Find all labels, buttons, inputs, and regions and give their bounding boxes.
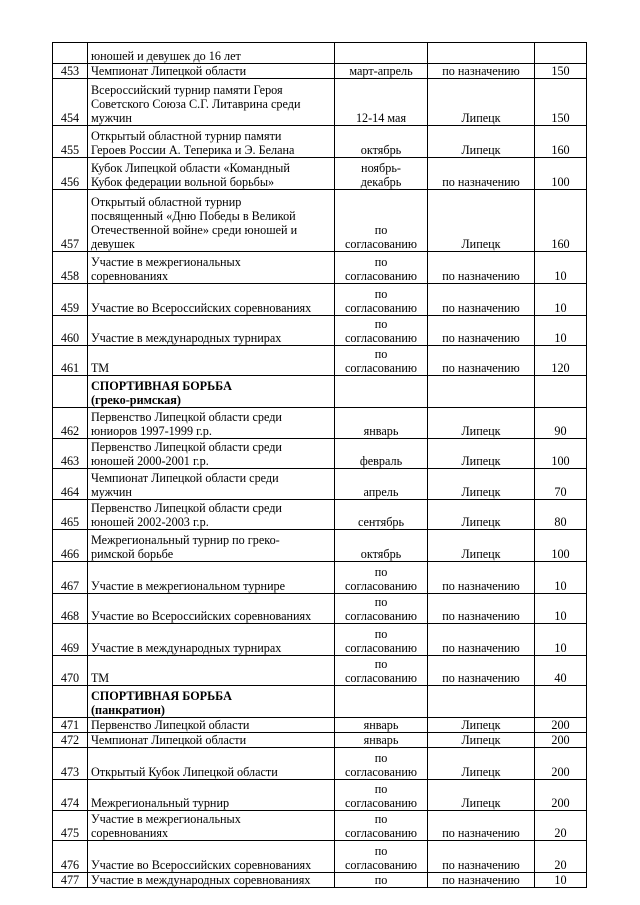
participants-count: 10 — [535, 562, 587, 594]
row-number: 471 — [53, 718, 88, 733]
table-row — [53, 624, 587, 656]
table-row — [53, 873, 587, 888]
row-number — [53, 376, 88, 408]
event-place: Липецк — [428, 439, 535, 469]
participants-count: 150 — [535, 64, 587, 79]
participants-count: 10 — [535, 252, 587, 284]
event-place: по назначению — [428, 284, 535, 316]
row-number: 457 — [53, 190, 88, 252]
row-number: 460 — [53, 316, 88, 346]
event-place: по назначению — [428, 594, 535, 624]
participants-count: 10 — [535, 594, 587, 624]
participants-count: 10 — [535, 316, 587, 346]
event-date: март-апрель — [335, 64, 428, 79]
table-row — [53, 530, 587, 562]
event-date — [335, 43, 428, 64]
event-name: ТМ — [88, 346, 335, 376]
event-name: юношей и девушек до 16 лет — [88, 43, 335, 64]
table-row — [53, 158, 587, 190]
event-place: по назначению — [428, 656, 535, 686]
participants-count: 160 — [535, 190, 587, 252]
row-number: 473 — [53, 748, 88, 780]
row-number: 466 — [53, 530, 88, 562]
event-name: СПОРТИВНАЯ БОРЬБА (панкратион) — [88, 686, 335, 718]
event-name: Всероссийский турнир памяти Героя Советского Союза С.Г. Литаврина среди мужчин — [88, 79, 335, 126]
participants-count: 90 — [535, 408, 587, 439]
participants-count: 200 — [535, 733, 587, 748]
event-place: по назначению — [428, 841, 535, 873]
participants-count: 40 — [535, 656, 587, 686]
event-name: Открытый областной турнир памяти Героев России А. Теперика и Э. Белана — [88, 126, 335, 158]
table-row — [53, 64, 587, 79]
event-date: апрель — [335, 469, 428, 500]
event-date: январь — [335, 408, 428, 439]
table-row — [53, 252, 587, 284]
table-row — [53, 841, 587, 873]
event-place: по назначению — [428, 346, 535, 376]
event-name: Чемпионат Липецкой области среди мужчин — [88, 469, 335, 500]
event-place: по назначению — [428, 252, 535, 284]
table-row — [53, 79, 587, 126]
event-date: по согласованию — [335, 748, 428, 780]
table-row — [53, 748, 587, 780]
event-date — [335, 376, 428, 408]
row-number: 454 — [53, 79, 88, 126]
participants-count: 200 — [535, 780, 587, 811]
participants-count: 20 — [535, 811, 587, 841]
event-name: Участие во Всероссийских соревнованиях — [88, 594, 335, 624]
table-row — [53, 439, 587, 469]
row-number: 463 — [53, 439, 88, 469]
table-row — [53, 500, 587, 530]
events-table — [52, 42, 587, 888]
row-number: 468 — [53, 594, 88, 624]
participants-count: 200 — [535, 748, 587, 780]
event-date: по согласованию — [335, 190, 428, 252]
event-place: по назначению — [428, 562, 535, 594]
event-date: по — [335, 873, 428, 888]
table-row — [53, 190, 587, 252]
section-header-row — [53, 376, 587, 408]
event-place: по назначению — [428, 158, 535, 190]
row-number: 456 — [53, 158, 88, 190]
event-date: по согласованию — [335, 252, 428, 284]
row-number: 458 — [53, 252, 88, 284]
event-date: по согласованию — [335, 656, 428, 686]
event-name: Межрегиональный турнир по греко- римской борьбе — [88, 530, 335, 562]
event-place: Липецк — [428, 126, 535, 158]
event-place: Липецк — [428, 530, 535, 562]
event-date: сентябрь — [335, 500, 428, 530]
event-place: по назначению — [428, 64, 535, 79]
event-place: Липецк — [428, 780, 535, 811]
table-row — [53, 284, 587, 316]
event-place: Липецк — [428, 469, 535, 500]
event-name: Участие в межрегиональном турнире — [88, 562, 335, 594]
event-name: Участие в межрегиональных соревнованиях — [88, 811, 335, 841]
table-row — [53, 408, 587, 439]
event-date: январь — [335, 733, 428, 748]
event-name: Чемпионат Липецкой области — [88, 64, 335, 79]
event-date: январь — [335, 718, 428, 733]
section-header-row — [53, 686, 587, 718]
event-name: Участие в международных турнирах — [88, 624, 335, 656]
event-place — [428, 376, 535, 408]
event-place — [428, 43, 535, 64]
event-place: по назначению — [428, 873, 535, 888]
row-number: 474 — [53, 780, 88, 811]
event-name: Открытый Кубок Липецкой области — [88, 748, 335, 780]
table-row — [53, 469, 587, 500]
event-date: по согласованию — [335, 624, 428, 656]
table-row — [53, 316, 587, 346]
event-date: по согласованию — [335, 346, 428, 376]
event-date: февраль — [335, 439, 428, 469]
event-name: Кубок Липецкой области «Командный Кубок федерации вольной борьбы» — [88, 158, 335, 190]
row-number: 464 — [53, 469, 88, 500]
event-name: Участие во Всероссийских соревнованиях — [88, 841, 335, 873]
event-name: СПОРТИВНАЯ БОРЬБА (греко-римская) — [88, 376, 335, 408]
event-name: Межрегиональный турнир — [88, 780, 335, 811]
participants-count: 200 — [535, 718, 587, 733]
participants-count: 10 — [535, 873, 587, 888]
row-number: 477 — [53, 873, 88, 888]
event-place: Липецк — [428, 748, 535, 780]
participants-count — [535, 376, 587, 408]
event-place — [428, 686, 535, 718]
event-name: ТМ — [88, 656, 335, 686]
event-name: Первенство Липецкой области — [88, 718, 335, 733]
participants-count — [535, 686, 587, 718]
event-place: Липецк — [428, 79, 535, 126]
participants-count: 100 — [535, 439, 587, 469]
event-place: Липецк — [428, 733, 535, 748]
event-name: Участие в международных соревнованиях — [88, 873, 335, 888]
participants-count: 70 — [535, 469, 587, 500]
event-date — [335, 686, 428, 718]
events-table-body — [53, 43, 587, 888]
row-number — [53, 43, 88, 64]
table-row — [53, 562, 587, 594]
event-date: 12-14 мая — [335, 79, 428, 126]
event-date: ноябрь- декабрь — [335, 158, 428, 190]
table-row — [53, 811, 587, 841]
event-name: Первенство Липецкой области среди юношей 2000-2001 г.р. — [88, 439, 335, 469]
row-number: 467 — [53, 562, 88, 594]
participants-count: 120 — [535, 346, 587, 376]
table-row — [53, 43, 587, 64]
event-name: Участие во Всероссийских соревнованиях — [88, 284, 335, 316]
event-name: Первенство Липецкой области среди юниоров 1997-1999 г.р. — [88, 408, 335, 439]
event-name: Участие в международных турнирах — [88, 316, 335, 346]
event-date: по согласованию — [335, 284, 428, 316]
participants-count: 20 — [535, 841, 587, 873]
event-date: по согласованию — [335, 780, 428, 811]
row-number: 475 — [53, 811, 88, 841]
event-date: по согласованию — [335, 811, 428, 841]
table-row — [53, 656, 587, 686]
row-number: 465 — [53, 500, 88, 530]
event-place: по назначению — [428, 811, 535, 841]
row-number: 461 — [53, 346, 88, 376]
table-row — [53, 126, 587, 158]
participants-count: 160 — [535, 126, 587, 158]
event-name: Чемпионат Липецкой области — [88, 733, 335, 748]
event-place: Липецк — [428, 500, 535, 530]
participants-count: 100 — [535, 530, 587, 562]
event-name: Участие в межрегиональных соревнованиях — [88, 252, 335, 284]
event-date: по согласованию — [335, 316, 428, 346]
table-row — [53, 346, 587, 376]
table-row — [53, 780, 587, 811]
event-date: по согласованию — [335, 594, 428, 624]
event-date: октябрь — [335, 126, 428, 158]
row-number: 469 — [53, 624, 88, 656]
participants-count: 80 — [535, 500, 587, 530]
participants-count: 150 — [535, 79, 587, 126]
table-row — [53, 733, 587, 748]
event-place: Липецк — [428, 190, 535, 252]
event-date: по согласованию — [335, 562, 428, 594]
event-name: Первенство Липецкой области среди юношей 2002-2003 г.р. — [88, 500, 335, 530]
row-number: 470 — [53, 656, 88, 686]
participants-count: 10 — [535, 624, 587, 656]
event-date: по согласованию — [335, 841, 428, 873]
event-place: по назначению — [428, 316, 535, 346]
row-number: 459 — [53, 284, 88, 316]
event-place: Липецк — [428, 718, 535, 733]
participants-count — [535, 43, 587, 64]
event-date: октябрь — [335, 530, 428, 562]
row-number: 453 — [53, 64, 88, 79]
participants-count: 100 — [535, 158, 587, 190]
row-number: 462 — [53, 408, 88, 439]
row-number: 476 — [53, 841, 88, 873]
table-row — [53, 718, 587, 733]
event-place: по назначению — [428, 624, 535, 656]
event-place: Липецк — [428, 408, 535, 439]
row-number — [53, 686, 88, 718]
table-row — [53, 594, 587, 624]
row-number: 472 — [53, 733, 88, 748]
participants-count: 10 — [535, 284, 587, 316]
event-name: Открытый областной турнир посвященный «Дню Победы в Великой Отечественной войне» среди юношей и девушек — [88, 190, 335, 252]
row-number: 455 — [53, 126, 88, 158]
